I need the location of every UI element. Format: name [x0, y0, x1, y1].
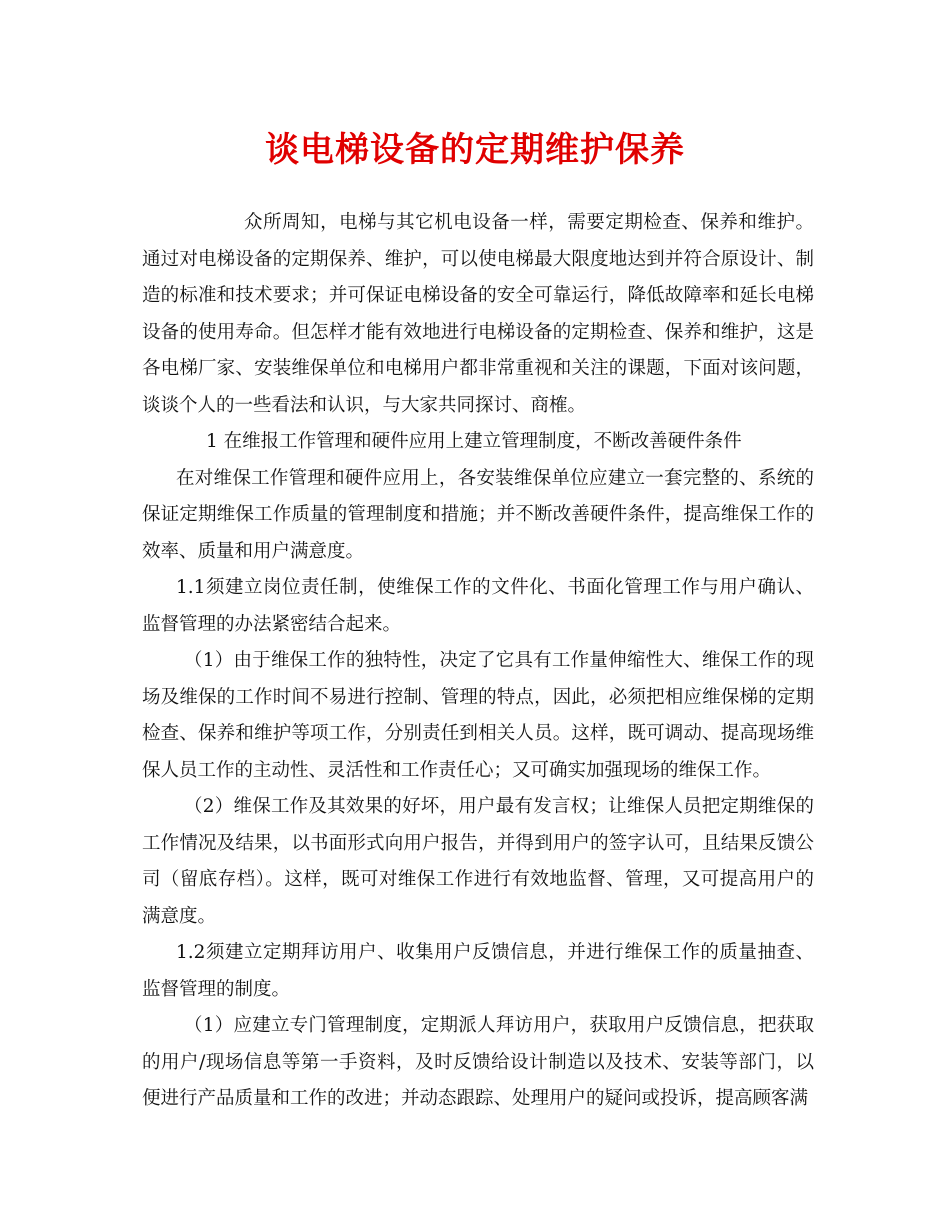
- section-1-paragraph: 在对维保工作管理和硬件应用上，各安装维保单位应建立一套完整的、系统的保证定期维保工作质量的管理制度和措施；并不断改善硬件条件，提高维保工作的效率、质量和用户满意度。: [142, 467, 814, 562]
- document-body: [142, 205, 814, 1118]
- section-heading-1: 1 在维报工作管理和硬件应用上建立管理制度，不断改善硬件条件: [206, 431, 742, 452]
- subsection-1-1: 1.1须建立岗位责任制，使维保工作的文件化、书面化管理工作与用户确认、监督管理的办法紧密结合起来。: [142, 577, 814, 635]
- subsection-1-1-item-2: （2）维保工作及其效果的好坏，用户最有发言权；让维保人员把定期维保的工作情况及结果，以书面形式向用户报告，并得到用户的签字认可，且结果反馈公司（留底存档）。这样，既可对维保工作进行有效地监督、管理，又可提高用户的满意度。: [142, 796, 814, 927]
- subsection-1-2-item-1: （1）应建立专门管理制度，定期派人拜访用户，获取用户反馈信息，把获取的用户/现场信息等第一手资料，及时反馈给设计制造以及技术、安装等部门，以便进行产品质量和工作的改进；并动态跟踪、处理用户的疑问或投诉，提高顾客满: [142, 1015, 814, 1109]
- intro-paragraph: 众所周知，电梯与其它机电设备一样，需要定期检查、保养和维护。通过对电梯设备的定期保养、维护，可以使电梯最大限度地达到并符合原设计、制造的标准和技术要求；并可保证电梯设备的安全可靠运行，降低故障率和延长电梯设备的使用寿命。但怎样才能有效地进行电梯设备的定期检查、保养和维护，这是各电梯厂家、安装维保单位和电梯用户都非常重视和关注的课题，下面对该问题，谈谈个人的一些看法和认识，与大家共同探讨、商榷。: [142, 212, 814, 416]
- document-title: 谈电梯设备的定期维护保养: [265, 130, 685, 170]
- subsection-1-1-item-1: （1）由于维保工作的独特性，决定了它具有工作量伸缩性大、维保工作的现场及维保的工作时间不易进行控制、管理的特点，因此，必须把相应维保梯的定期检查、保养和维护等项工作，分别责任到相关人员。这样，既可调动、提高现场维保人员工作的主动性、灵活性和工作责任心；又可确实加强现场的维保工作。: [142, 650, 814, 781]
- subsection-1-2: 1.2须建立定期拜访用户、收集用户反馈信息，并进行维保工作的质量抽查、监督管理的制度。: [142, 942, 814, 1000]
